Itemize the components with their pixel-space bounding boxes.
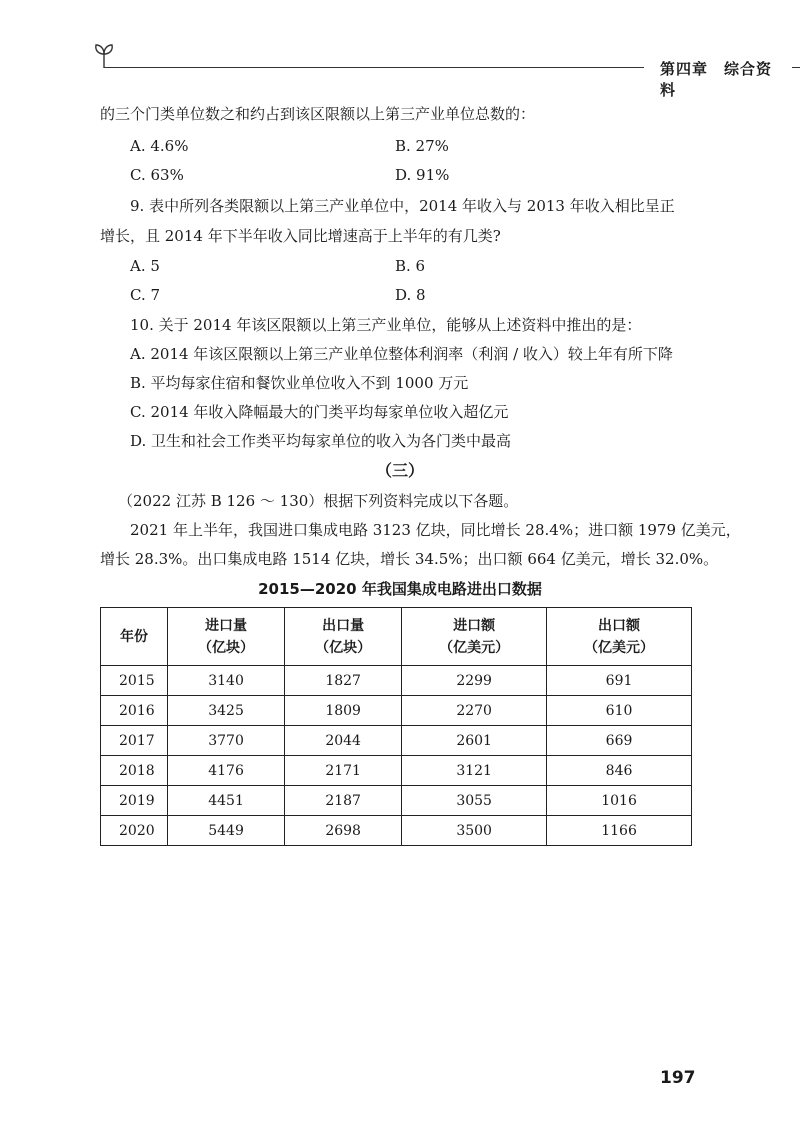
option-8c: C. 63% [130, 166, 184, 184]
option-10c: C. 2014 年收入降幅最大的门类平均每家单位收入超亿元 [130, 403, 509, 421]
cell-import-value: 3055 [402, 786, 547, 816]
cell-import-value: 3500 [402, 816, 547, 846]
table-row [101, 696, 692, 726]
cell-export-value: 1166 [547, 816, 692, 846]
option-9d: D. 8 [395, 286, 426, 304]
option-8a: A. 4.6% [130, 137, 189, 155]
page-number: 197 [660, 1068, 696, 1088]
option-10b: B. 平均每家住宿和餐饮业单位收入不到 1000 万元 [130, 374, 469, 392]
question-8-continuation: 的三个门类单位数之和约占到该区限额以上第三产业单位总数的： [100, 105, 536, 123]
cell-export-volume: 2698 [285, 816, 402, 846]
cell-import-volume: 3770 [168, 726, 285, 756]
header-export-volume: 出口量 （亿块） [285, 608, 402, 666]
table-title: 2015—2020 年我国集成电路进出口数据 [258, 580, 542, 598]
cell-import-volume: 3425 [168, 696, 285, 726]
cell-import-volume: 4451 [168, 786, 285, 816]
cell-export-volume: 1827 [285, 666, 402, 696]
cell-import-volume: 3140 [168, 666, 285, 696]
page-header [92, 40, 792, 99]
option-9a: A. 5 [130, 257, 160, 275]
cell-export-value: 669 [547, 726, 692, 756]
cell-export-value: 610 [547, 696, 692, 726]
header-rule [104, 67, 644, 68]
option-8b: B. 27% [395, 137, 449, 155]
question-9-line1: 9. 表中所列各类限额以上第三产业单位中，2014 年收入与 2013 年收入相比呈正 [130, 197, 675, 215]
header-import-value: 进口额 （亿美元） [402, 608, 547, 666]
option-9c: C. 7 [130, 286, 161, 304]
header-export-value: 出口额 （亿美元） [547, 608, 692, 666]
question-9-line2: 增长，且 2014 年下半年收入同比增速高于上半年的有几类? [100, 227, 501, 245]
header-import-volume: 进口量 （亿块） [168, 608, 285, 666]
cell-year: 2018 [101, 756, 168, 786]
data-table [100, 607, 692, 846]
table-row [101, 756, 692, 786]
question-10: 10. 关于 2014 年该区限额以上第三产业单位，能够从上述资料中推出的是： [130, 316, 642, 334]
cell-import-value: 2299 [402, 666, 547, 696]
option-10d: D. 卫生和社会工作类平均每家单位的收入为各门类中最高 [130, 432, 512, 450]
cell-year: 2019 [101, 786, 168, 816]
option-10a: A. 2014 年该区限额以上第三产业单位整体利润率（利润 / 收入）较上年有所下降 [130, 345, 673, 363]
cell-export-volume: 2044 [285, 726, 402, 756]
cell-import-volume: 4176 [168, 756, 285, 786]
cell-import-volume: 5449 [168, 816, 285, 846]
section-heading: （三） [375, 461, 424, 480]
cell-export-volume: 1809 [285, 696, 402, 726]
table-header-row [101, 608, 692, 666]
cell-year: 2015 [101, 666, 168, 696]
option-9b: B. 6 [395, 257, 426, 275]
cell-import-value: 3121 [402, 756, 547, 786]
cell-export-value: 691 [547, 666, 692, 696]
cell-export-volume: 2187 [285, 786, 402, 816]
cell-import-value: 2270 [402, 696, 547, 726]
material-line-1: 2021 年上半年，我国进口集成电路 3123 亿块，同比增长 28.4%；进口额 1979 亿美元， [130, 521, 741, 539]
cell-year: 2020 [101, 816, 168, 846]
table-row [101, 726, 692, 756]
cell-year: 2017 [101, 726, 168, 756]
table-row [101, 816, 692, 846]
table-row [101, 786, 692, 816]
option-8d: D. 91% [395, 166, 450, 184]
header-year: 年份 [101, 608, 168, 666]
cell-year: 2016 [101, 696, 168, 726]
cell-export-volume: 2171 [285, 756, 402, 786]
section-intro: （2022 江苏 B 126 ～ 130）根据下列资料完成以下各题。 [118, 492, 519, 510]
table-row [101, 666, 692, 696]
chapter-title: 第四章 综合资料 [654, 58, 792, 100]
cell-export-value: 846 [547, 756, 692, 786]
cell-import-value: 2601 [402, 726, 547, 756]
cell-export-value: 1016 [547, 786, 692, 816]
sprout-icon [92, 40, 122, 70]
material-line-2: 增长 28.3%。出口集成电路 1514 亿块，增长 34.5%；出口额 664 亿美元，增长 32.0%。 [100, 550, 719, 568]
